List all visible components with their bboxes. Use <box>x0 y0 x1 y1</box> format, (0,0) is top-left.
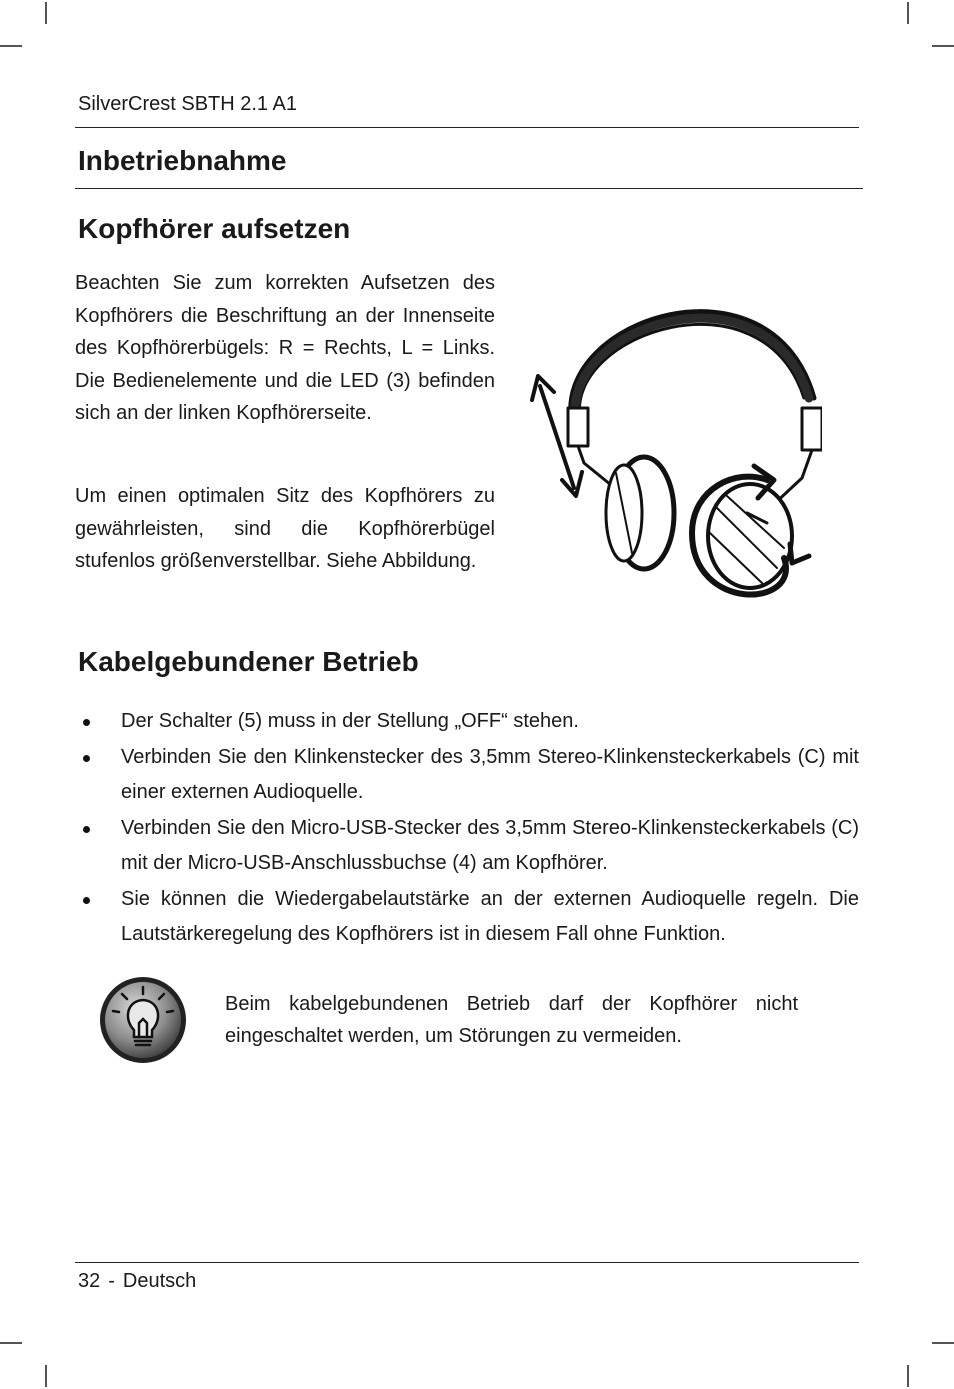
list-item <box>75 704 859 740</box>
fit-heading: Kopfhörer aufsetzen <box>78 213 351 244</box>
bullet-icon <box>83 719 90 726</box>
crop-mark <box>45 1365 47 1387</box>
footer-separator: - <box>108 1270 115 1292</box>
list-item <box>75 740 859 811</box>
wired-heading: Kabelgebundener Betrieb <box>78 646 419 677</box>
headphones-icon <box>522 258 822 603</box>
footer-language: Deutsch <box>122 1270 197 1292</box>
crop-mark <box>932 1342 954 1344</box>
list-item-text: Sie können die Wiedergabelautstärke an der externen Audioquelle regeln. Die Lautstärkeregelung des Kopfhörers ist in diesem Fall ohne Funktion. <box>121 887 859 945</box>
list-item <box>75 811 859 882</box>
fit-paragraph-1: Beachten Sie zum korrekten Aufsetzen des Kopfhörers die Beschriftung an der Innenseite des Kopfhörerbügels: R = Rechts, L = Links. Die Bedienelemente und die LED (3) befinden sich an der linken Kopfhörerseite. <box>75 272 495 425</box>
wired-bullet-list <box>75 704 859 953</box>
header-rule <box>75 127 859 128</box>
tip-text: Beim kabelgebundenen Betrieb darf der Kopfhörer nicht eingeschaltet werden, um Störungen zu vermeiden. <box>225 993 798 1047</box>
crop-mark <box>907 1365 909 1387</box>
crop-mark <box>907 2 909 24</box>
footer <box>78 1270 196 1293</box>
footer-rule <box>75 1262 859 1263</box>
section-title: Inbetriebnahme <box>78 145 287 176</box>
crop-mark <box>932 45 954 47</box>
bullet-icon <box>83 826 90 833</box>
list-item-text: Verbinden Sie den Klinkenstecker des 3,5mm Stereo-Klinkensteckerkabels (C) mit einer externen Audioquelle. <box>121 745 859 803</box>
bullet-icon <box>83 755 90 762</box>
list-item <box>75 882 859 953</box>
crop-mark <box>45 2 47 24</box>
bullet-icon <box>83 897 90 904</box>
list-item-text: Der Schalter (5) muss in der Stellung „OFF“ stehen. <box>121 710 579 732</box>
header-product: SilverCrest SBTH 2.1 A1 <box>78 93 297 115</box>
lightbulb-icon <box>98 975 188 1065</box>
fit-paragraph-2: Um einen optimalen Sitz des Kopfhörers zu gewährleisten, sind die Kopfhörerbügel stufenlos größenverstellbar. Siehe Abbildung. <box>75 485 495 573</box>
crop-mark <box>0 45 22 47</box>
section-rule <box>75 188 863 189</box>
list-item-text: Verbinden Sie den Micro-USB-Stecker des 3,5mm Stereo-Klinkensteckerkabels (C) mit der Micro-USB-Anschlussbuchse (4) am Kopfhörer. <box>121 816 859 874</box>
page-number: 32 <box>78 1270 101 1292</box>
crop-mark <box>0 1342 22 1344</box>
